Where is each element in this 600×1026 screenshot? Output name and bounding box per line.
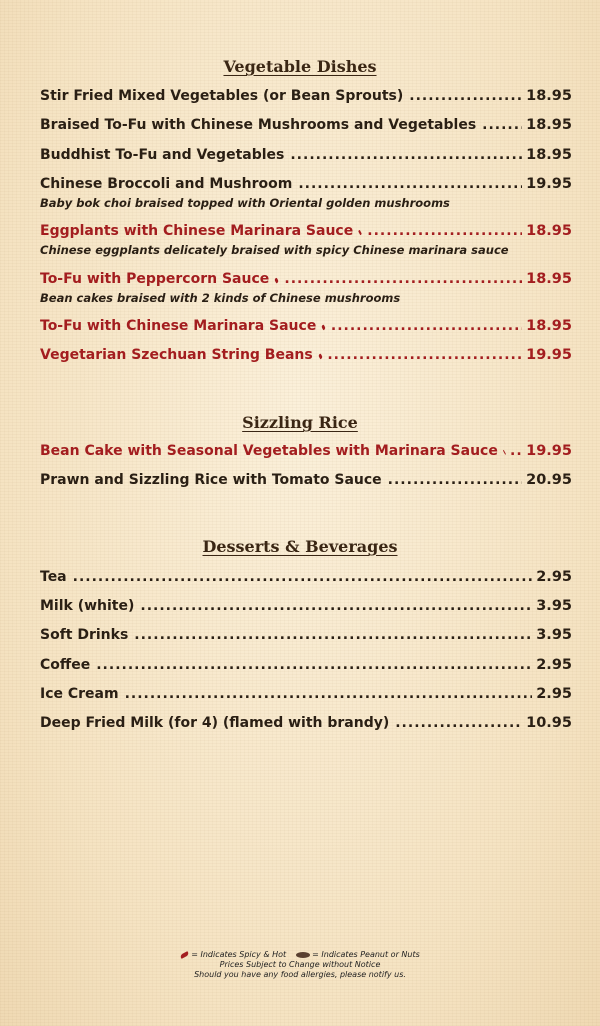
item-name: To-Fu with Chinese Marinara Sauce [40,318,317,334]
item-name: Buddhist To-Fu and Vegetables [40,147,285,163]
item-name: Braised To-Fu with Chinese Mushrooms and Vegetables [40,117,477,133]
item-price: 20.95 [526,472,572,488]
menu-item [40,176,572,192]
peanut-legend-text: = Indicates Peanut or Nuts [312,950,420,959]
leader-dots [290,147,522,163]
menu-item [40,598,572,614]
item-price: 2.95 [536,686,572,702]
menu-item [40,686,572,702]
menu-item [40,147,572,163]
chili-pepper-icon [318,354,323,360]
menu-item [40,472,572,488]
leader-dots [284,271,522,287]
leader-dots [482,117,522,133]
item-name: Coffee [40,657,91,673]
peanut-icon [296,952,310,958]
leader-dots [331,318,522,334]
legend [0,950,600,960]
leader-dots [388,472,522,488]
item-price: 2.95 [536,657,572,673]
menu-item [40,443,572,459]
item-price: 10.95 [526,715,572,731]
leader-dots [125,686,533,702]
item-name: Tea [40,569,67,585]
menu-item [40,223,572,239]
item-price: 19.95 [526,176,572,192]
peanut-legend [296,950,420,960]
item-name: Chinese Broccoli and Mushroom [40,176,293,192]
section-title-desserts-beverages: Desserts & Beverages [202,537,398,556]
item-description: Chinese eggplants delicately braised with spicy Chinese marinara sauce [40,243,509,257]
item-price: 18.95 [526,147,572,163]
leader-dots [510,443,522,459]
menu-item [40,347,572,363]
leader-dots [327,347,522,363]
item-name: Vegetarian Szechuan String Beans [40,347,313,363]
chili-pepper-icon [358,230,362,235]
leader-dots [73,569,533,585]
menu-footer [0,950,600,980]
menu-item [40,657,572,673]
item-price: 3.95 [536,627,572,643]
item-name: Prawn and Sizzling Rice with Tomato Sauce [40,472,382,488]
menu-item [40,117,572,133]
menu-item [40,318,572,334]
item-name: Bean Cake with Seasonal Vegetables with Marinara Sauce [40,443,498,459]
menu-item [40,627,572,643]
leader-dots [298,176,522,192]
item-price: 18.95 [526,117,572,133]
leader-dots [367,223,522,239]
item-description: Baby bok choi braised topped with Oriental golden mushrooms [40,196,450,210]
spicy-legend [180,950,286,960]
item-name: Stir Fried Mixed Vegetables (or Bean Sprouts) [40,88,404,104]
item-price: 19.95 [526,443,572,459]
item-price: 18.95 [526,223,572,239]
item-name: To-Fu with Peppercorn Sauce [40,271,270,287]
item-name: Milk (white) [40,598,135,614]
item-name: Deep Fried Milk (for 4) (flamed with brandy) [40,715,390,731]
item-name: Soft Drinks [40,627,129,643]
leader-dots [409,88,522,104]
chili-pepper-icon [503,450,505,454]
leader-dots [395,715,522,731]
item-price: 18.95 [526,88,572,104]
item-price: 3.95 [536,598,572,614]
item-price: 18.95 [526,318,572,334]
menu-item [40,271,572,287]
item-name: Ice Cream [40,686,119,702]
leader-dots [134,627,532,643]
chili-pepper-icon [274,278,279,284]
chili-pepper-icon [321,325,326,331]
menu-item [40,715,572,731]
item-price: 2.95 [536,569,572,585]
item-name: Eggplants with Chinese Marinara Sauce [40,223,354,239]
leader-dots [140,598,532,614]
menu-item [40,569,572,585]
spicy-legend-text: = Indicates Spicy & Hot [191,950,287,959]
leader-dots [96,657,532,673]
menu-item [40,88,572,104]
chili-pepper-icon [180,951,190,959]
item-description: Bean cakes braised with 2 kinds of Chinese mushrooms [40,291,401,305]
item-price: 19.95 [526,347,572,363]
item-price: 18.95 [526,271,572,287]
allergy-notice: Should you have any food allergies, please notify us. [194,970,406,979]
section-title-vegetable-dishes: Vegetable Dishes [223,57,377,76]
price-notice: Prices Subject to Change without Notice [219,960,381,969]
section-title-sizzling-rice: Sizzling Rice [242,413,358,432]
